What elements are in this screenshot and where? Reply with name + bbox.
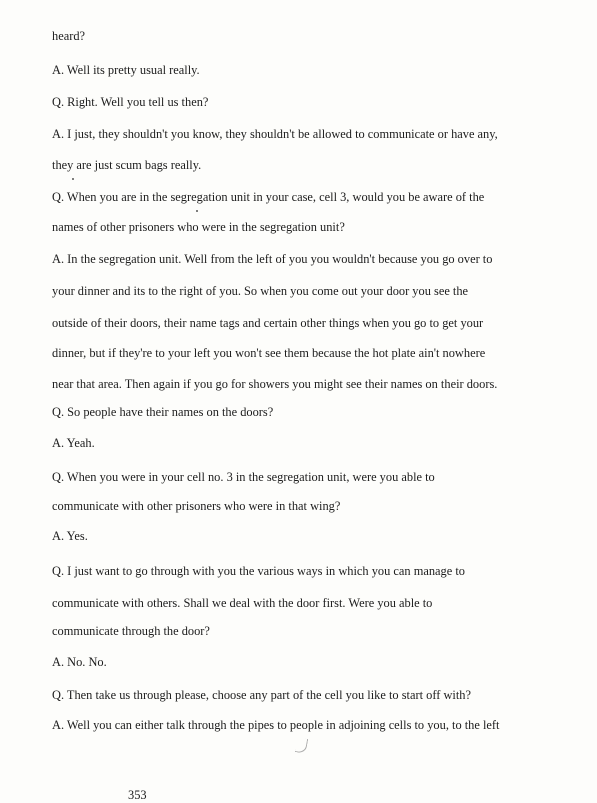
transcript-line: names of other prisoners who were in the segregation unit? (52, 220, 345, 234)
scan-mark (295, 737, 308, 754)
transcript-line: communicate through the door? (52, 624, 210, 638)
transcript-line: Q. I just want to go through with you the various ways in which you can manage to (52, 564, 465, 578)
transcript-line: Q. When you are in the segregation unit in your case, cell 3, would you be aware of the (52, 190, 485, 204)
transcript-line: A. In the segregation unit. Well from the left of you you wouldn't because you go over to (52, 252, 493, 266)
transcript-line: heard? (52, 29, 86, 43)
transcript-line: Q. When you were in your cell no. 3 in the segregation unit, were you able to (52, 470, 435, 484)
transcript-line: A. I just, they shouldn't you know, they shouldn't be allowed to communicate or have any, (52, 127, 498, 141)
page-number: 353 (128, 788, 147, 802)
transcript-line: A. No. No. (52, 655, 107, 669)
transcript-line: near that area. Then again if you go for showers you might see their names on their doors. (52, 377, 498, 391)
transcript-line: Q. Right. Well you tell us then? (52, 95, 209, 109)
transcript-line: dinner, but if they're to your left you won't see them because the hot plate ain't nowhere (52, 346, 486, 360)
transcript-line: communicate with other prisoners who were in that wing? (52, 499, 341, 513)
transcript-line: your dinner and its to the right of you. So when you come out your door you see the (52, 284, 469, 298)
transcript-line: they are just scum bags really. (52, 158, 202, 172)
scan-speck (72, 178, 74, 180)
scan-speck (196, 210, 198, 212)
transcript-line: communicate with others. Shall we deal with the door first. Were you able to (52, 596, 433, 610)
transcript-line: A. Yeah. (52, 436, 95, 450)
transcript-line: A. Yes. (52, 529, 88, 543)
transcript-line: A. Well its pretty usual really. (52, 63, 200, 77)
transcript-line: A. Well you can either talk through the pipes to people in adjoining cells to you, to the left (52, 718, 500, 732)
transcript-line: outside of their doors, their name tags and certain other things when you go to get your (52, 316, 484, 330)
transcript-line: Q. So people have their names on the doors? (52, 405, 274, 419)
transcript-line: Q. Then take us through please, choose any part of the cell you like to start off with? (52, 688, 471, 702)
